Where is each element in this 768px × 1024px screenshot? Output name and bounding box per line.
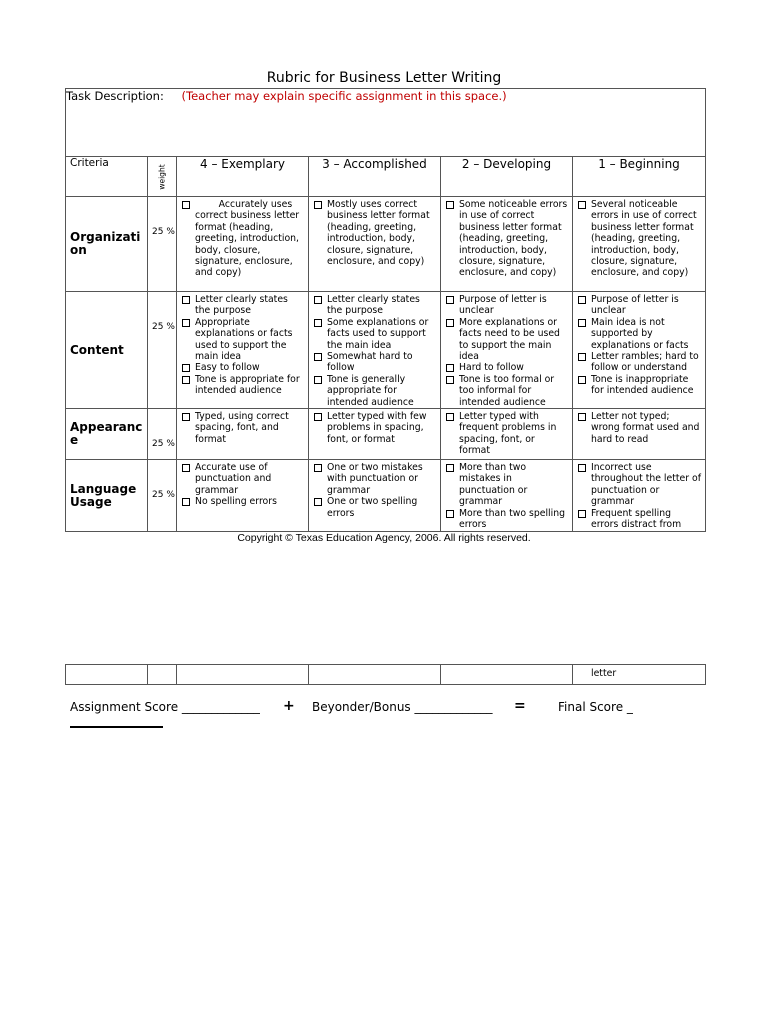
checkbox-icon[interactable] bbox=[446, 413, 454, 421]
descriptor-item bbox=[314, 317, 436, 351]
continuation-cell bbox=[309, 665, 441, 685]
descriptor-text: Accurate use of punctuation and grammar bbox=[195, 462, 272, 496]
descriptor-item bbox=[182, 317, 304, 363]
copyright-notice: Copyright © Texas Education Agency, 2006. All rights reserved. bbox=[237, 532, 531, 544]
descriptor-text: Letter typed with frequent problems in spacing, font, or format bbox=[459, 411, 557, 457]
descriptor-item bbox=[578, 508, 701, 531]
continuation-table bbox=[65, 664, 706, 685]
descriptor-item bbox=[182, 496, 304, 507]
checkbox-icon[interactable] bbox=[314, 413, 322, 421]
criteria-row-content bbox=[66, 292, 706, 409]
descriptor-text: Tone is generally appropriate for intended audience bbox=[327, 373, 414, 408]
plus-sign: + bbox=[283, 698, 295, 714]
checkbox-icon[interactable] bbox=[578, 319, 586, 327]
descriptor-cell-beginning bbox=[573, 197, 706, 292]
descriptor-item bbox=[446, 199, 568, 279]
checkbox-icon[interactable] bbox=[182, 296, 190, 304]
descriptor-text: Appropriate explanations or facts used to support the main idea bbox=[195, 316, 293, 363]
descriptor-text: Mostly uses correct business letter format (heading, greeting, introduction, body, closure, signature, enclosure, and copy) bbox=[327, 199, 430, 268]
descriptor-cell-beginning bbox=[573, 409, 706, 460]
level-header-accomplished: 3 – Accomplished bbox=[309, 157, 441, 197]
descriptor-item bbox=[182, 199, 304, 279]
task-description-cell[interactable] bbox=[66, 89, 706, 157]
descriptor-text: Typed, using correct spacing, font, and format bbox=[195, 411, 289, 445]
descriptor-text: Frequent spelling errors distract from bbox=[591, 507, 682, 531]
descriptor-cell-exemplary bbox=[177, 197, 309, 292]
checkbox-icon[interactable] bbox=[578, 413, 586, 421]
criterion-cell bbox=[66, 460, 148, 532]
level-header-exemplary: 4 – Exemplary bbox=[177, 157, 309, 197]
checkbox-icon[interactable] bbox=[578, 510, 586, 518]
descriptor-item bbox=[314, 411, 436, 445]
descriptor-cell-developing bbox=[441, 409, 573, 460]
descriptor-item bbox=[314, 351, 436, 374]
checkbox-icon[interactable] bbox=[578, 201, 586, 209]
criterion-name: Content bbox=[70, 342, 124, 357]
descriptor-item bbox=[578, 374, 701, 397]
descriptor-item bbox=[314, 199, 436, 267]
checkbox-icon[interactable] bbox=[314, 464, 322, 472]
checkbox-icon[interactable] bbox=[314, 319, 322, 327]
criterion-cell bbox=[66, 409, 148, 460]
descriptor-cell-exemplary bbox=[177, 460, 309, 532]
continuation-cell bbox=[177, 665, 309, 685]
header-row bbox=[66, 157, 706, 197]
criterion-weight: 25 % bbox=[148, 197, 177, 292]
descriptor-text: Tone is too formal or too informal for intended audience bbox=[459, 373, 555, 408]
descriptor-item bbox=[446, 411, 568, 457]
criterion-weight: 25 % bbox=[148, 292, 177, 409]
final-score-field[interactable]: Final Score _ bbox=[558, 700, 633, 714]
descriptor-item bbox=[182, 462, 304, 496]
checkbox-icon[interactable] bbox=[446, 319, 454, 327]
descriptor-item bbox=[314, 374, 436, 408]
checkbox-icon[interactable] bbox=[446, 201, 454, 209]
descriptor-text: Main idea is not supported by explanations or facts bbox=[591, 316, 689, 351]
checkbox-icon[interactable] bbox=[446, 376, 454, 384]
level-header-beginning: 1 – Beginning bbox=[573, 157, 706, 197]
descriptor-cell-beginning bbox=[573, 460, 706, 532]
descriptor-text: No spelling errors bbox=[195, 496, 277, 508]
descriptor-text: Purpose of letter is unclear bbox=[459, 294, 547, 317]
descriptor-item bbox=[578, 351, 701, 374]
rubric-table bbox=[65, 88, 706, 532]
checkbox-icon[interactable] bbox=[182, 201, 190, 209]
descriptor-text: Letter typed with few problems in spacing, font, or format bbox=[327, 411, 427, 445]
equals-sign: = bbox=[514, 698, 526, 714]
descriptor-item bbox=[446, 462, 568, 508]
descriptor-text: Letter clearly states the purpose bbox=[195, 294, 288, 317]
criteria-header: Criteria bbox=[66, 157, 148, 197]
descriptor-cell-accomplished bbox=[309, 197, 441, 292]
descriptor-item bbox=[314, 462, 436, 496]
checkbox-icon[interactable] bbox=[182, 376, 190, 384]
weight-header-label: weight bbox=[157, 163, 167, 190]
checkbox-icon[interactable] bbox=[578, 353, 586, 361]
descriptor-item bbox=[578, 462, 701, 508]
criterion-weight: 25 % bbox=[148, 460, 177, 532]
descriptor-text: Some explanations or facts used to support the main idea bbox=[327, 316, 429, 351]
descriptor-cell-accomplished bbox=[309, 292, 441, 409]
task-description-note: (Teacher may explain specific assignment in this space.) bbox=[181, 89, 507, 103]
checkbox-icon[interactable] bbox=[182, 464, 190, 472]
descriptor-item bbox=[182, 374, 304, 397]
criterion-cell bbox=[66, 292, 148, 409]
descriptor-text: More than two spelling errors bbox=[459, 507, 565, 531]
checkbox-icon[interactable] bbox=[314, 201, 322, 209]
bonus-score-field[interactable]: Beyonder/Bonus _____________ bbox=[312, 700, 493, 714]
descriptor-text: Several noticeable errors in use of correct business letter format (heading, greeting, introduction, body, closure, signature, enclosure, and copy) bbox=[591, 199, 697, 279]
descriptor-text: Letter clearly states the purpose bbox=[327, 294, 420, 317]
checkbox-icon[interactable] bbox=[182, 319, 190, 327]
criterion-name: Language Usage bbox=[70, 481, 137, 509]
continuation-cell bbox=[573, 665, 706, 685]
criteria-row-appearance bbox=[66, 409, 706, 460]
checkbox-icon[interactable] bbox=[314, 376, 322, 384]
descriptor-cell-accomplished bbox=[309, 460, 441, 532]
descriptor-text: Incorrect use throughout the letter of punctuation or grammar bbox=[591, 462, 701, 508]
descriptor-cell-developing bbox=[441, 197, 573, 292]
assignment-score-field[interactable]: Assignment Score _____________ bbox=[70, 700, 260, 714]
descriptor-item bbox=[182, 294, 304, 317]
descriptor-item bbox=[578, 199, 701, 279]
descriptor-item bbox=[446, 374, 568, 408]
task-description-label: Task Description: bbox=[66, 89, 164, 103]
weight-header bbox=[148, 157, 177, 197]
descriptor-cell-exemplary bbox=[177, 409, 309, 460]
task-description-row bbox=[66, 89, 706, 157]
descriptor-item bbox=[182, 362, 304, 373]
descriptor-cell-developing bbox=[441, 292, 573, 409]
descriptor-item bbox=[446, 294, 568, 317]
criterion-name: Appearanc e bbox=[70, 420, 143, 448]
descriptor-item bbox=[446, 317, 568, 363]
descriptor-text: Tone is inappropriate for intended audience bbox=[591, 373, 694, 397]
descriptor-text: One or two mistakes with punctuation or grammar bbox=[327, 462, 423, 496]
checkbox-icon[interactable] bbox=[314, 498, 322, 506]
continuation-cell bbox=[148, 665, 177, 685]
checkbox-icon[interactable] bbox=[182, 364, 190, 372]
criteria-row-language-usage bbox=[66, 460, 706, 532]
continuation-row bbox=[66, 665, 706, 685]
checkbox-icon[interactable] bbox=[182, 413, 190, 421]
checkbox-icon[interactable] bbox=[314, 296, 322, 304]
checkbox-icon[interactable] bbox=[578, 296, 586, 304]
descriptor-text: Hard to follow bbox=[459, 362, 524, 374]
descriptor-item bbox=[446, 508, 568, 531]
level-header-developing: 2 – Developing bbox=[441, 157, 573, 197]
descriptor-text: Purpose of letter is unclear bbox=[591, 294, 679, 317]
score-line bbox=[70, 700, 700, 732]
descriptor-text: Tone is appropriate for intended audience bbox=[195, 373, 300, 397]
document-title: Rubric for Business Letter Writing bbox=[266, 70, 502, 86]
descriptor-text: More explanations or facts need to be used to support the main idea bbox=[459, 316, 560, 363]
continuation-text: letter bbox=[591, 668, 617, 679]
descriptor-cell-developing bbox=[441, 460, 573, 532]
continuation-cell bbox=[66, 665, 148, 685]
criterion-weight: 25 % bbox=[148, 409, 177, 460]
descriptor-item bbox=[578, 317, 701, 351]
descriptor-text: One or two spelling errors bbox=[327, 496, 418, 519]
checkbox-icon[interactable] bbox=[578, 376, 586, 384]
descriptor-cell-exemplary bbox=[177, 292, 309, 409]
descriptor-item bbox=[314, 294, 436, 317]
descriptor-text: Somewhat hard to follow bbox=[327, 351, 413, 374]
criterion-name: Organizati on bbox=[70, 230, 141, 257]
checkbox-icon[interactable] bbox=[446, 464, 454, 472]
descriptor-item bbox=[578, 411, 701, 445]
checkbox-icon[interactable] bbox=[182, 498, 190, 506]
descriptor-cell-beginning bbox=[573, 292, 706, 409]
descriptor-item bbox=[446, 362, 568, 373]
continuation-cell bbox=[441, 665, 573, 685]
descriptor-text: Letter not typed; wrong format used and hard to read bbox=[591, 411, 700, 445]
checkbox-icon[interactable] bbox=[314, 353, 322, 361]
descriptor-text: Easy to follow bbox=[195, 362, 260, 374]
descriptor-cell-accomplished bbox=[309, 409, 441, 460]
checkbox-icon[interactable] bbox=[446, 296, 454, 304]
checkbox-icon[interactable] bbox=[446, 510, 454, 518]
descriptor-item bbox=[578, 294, 701, 317]
descriptor-text: Letter rambles; hard to follow or understand bbox=[591, 351, 699, 374]
criteria-row-organization bbox=[66, 197, 706, 292]
final-score-blank[interactable] bbox=[70, 726, 163, 728]
descriptor-text: Some noticeable errors in use of correct business letter format (heading, greeting, introduction, body, closure, signature, enclosure, and copy) bbox=[459, 199, 568, 279]
descriptor-text: Accurately uses correct business letter format (heading, greeting, introduction, body, closure, signature, enclosure, and copy) bbox=[195, 199, 303, 279]
criterion-cell bbox=[66, 197, 148, 292]
descriptor-text: More than two mistakes in punctuation or grammar bbox=[459, 462, 528, 508]
checkbox-icon[interactable] bbox=[578, 464, 586, 472]
descriptor-item bbox=[314, 496, 436, 519]
descriptor-item bbox=[182, 411, 304, 445]
criteria-rows bbox=[66, 197, 706, 532]
checkbox-icon[interactable] bbox=[446, 364, 454, 372]
